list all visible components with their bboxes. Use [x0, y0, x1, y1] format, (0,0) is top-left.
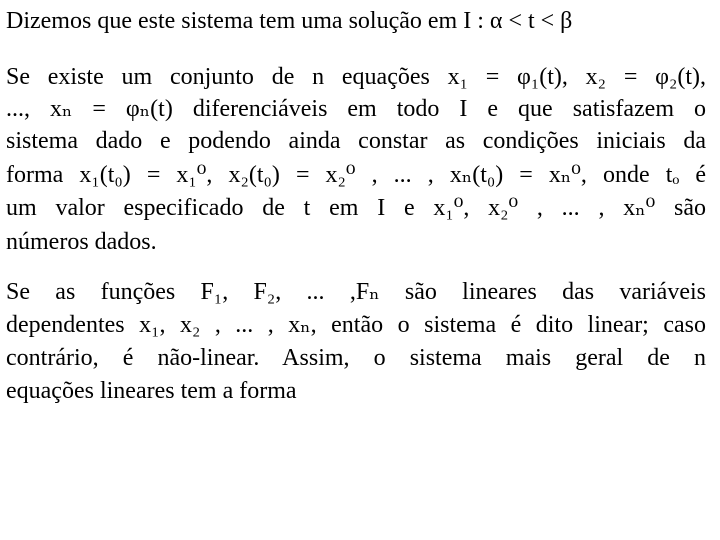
intro-line: Dizemos que este sistema tem uma solução em I : α < t < β [6, 8, 573, 34]
paragraph-2-line-4: equações lineares tem a forma [6, 378, 297, 404]
paragraph-1-line-5: um valor especificado de t em I e x₁⁰, x₂⁰ , ... , xₙ⁰ são [6, 195, 706, 221]
paragraph-2-line-2: dependentes x₁, x₂ , ... , xₙ, então o sistema é dito linear; caso [6, 312, 706, 338]
paragraph-1-line-6: números dados. [6, 229, 157, 255]
paragraph-2-line-3: contrário, é não-linear. Assim, o sistema mais geral de n [6, 345, 706, 371]
paragraph-1-line-2: ..., xₙ = φₙ(t) diferenciáveis em todo I e que satisfazem o [6, 96, 706, 122]
paragraph-1-line-1: Se existe um conjunto de n equações x₁ = φ₁(t), x₂ = φ₂(t), [6, 64, 706, 90]
paragraph-1-line-4: forma x₁(t₀) = x₁⁰, x₂(t₀) = x₂⁰ , ... , xₙ(t₀) = xₙ⁰, onde tₒ é [6, 162, 706, 188]
paragraph-2-line-1: Se as funções F₁, F₂, ... ,Fₙ são lineares das variáveis [6, 279, 706, 305]
paragraph-1-line-3: sistema dado e podendo ainda constar as condições iniciais da [6, 128, 706, 154]
